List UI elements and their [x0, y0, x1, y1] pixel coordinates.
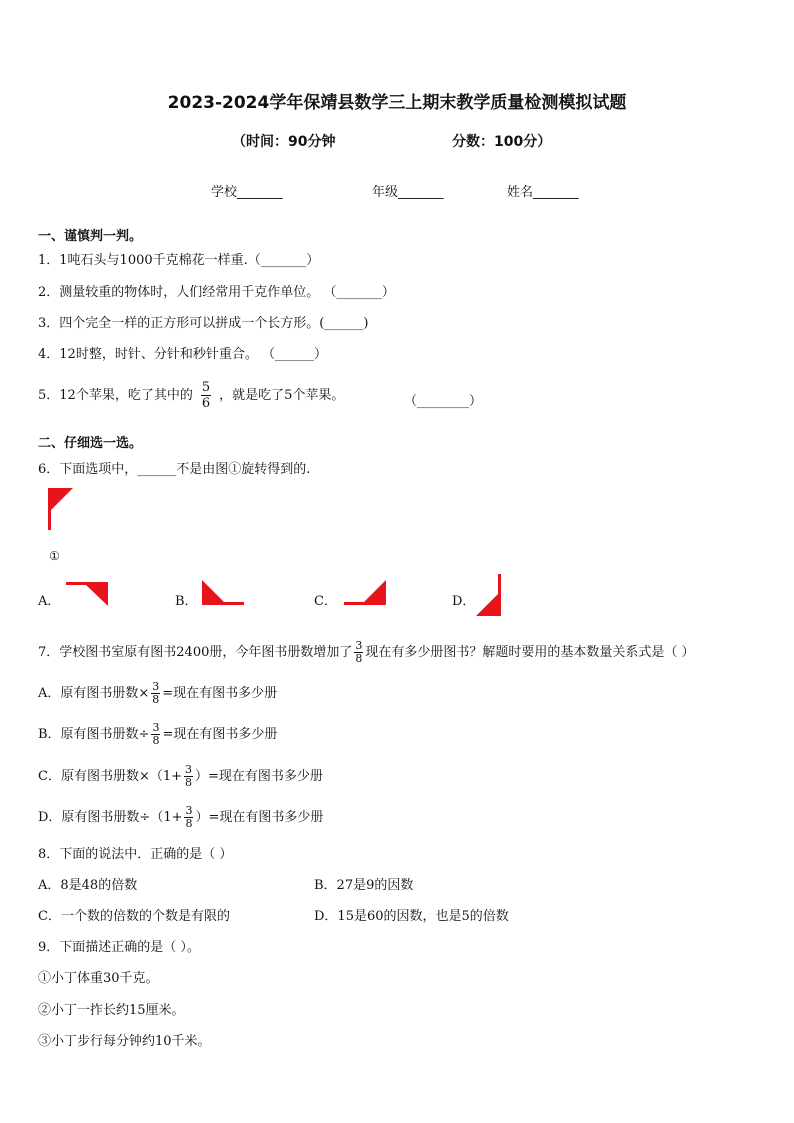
figure-1-flag: [44, 486, 76, 532]
option-7c-pre: C．原有图书册数×（1+: [38, 769, 183, 784]
option-8d: D．15是60的因数，也是5的倍数: [314, 909, 509, 924]
option-7a-post: =现在有图书多少册: [162, 686, 278, 701]
question-7: [38, 640, 695, 665]
question-8: 8．下面的说法中．正确的是（ ）: [38, 847, 233, 862]
exam-score: 分数：100分）: [452, 134, 552, 150]
option-7d: [38, 805, 323, 830]
question-7-pre: 7．学校图书室原有图书2400册，今年图书册数增加了: [38, 645, 353, 660]
option-6b-shape: [200, 578, 248, 608]
question-5-post: ，就是吃了5个苹果。: [219, 388, 345, 403]
fraction-denominator: 6: [201, 396, 211, 411]
question-6: 6．下面选项中，______不是由图①旋转得到的.: [38, 462, 311, 477]
grade-field: 年级_______: [372, 185, 444, 200]
option-6a-label: A．: [38, 594, 61, 609]
fraction-numerator: 3: [185, 804, 193, 817]
question-9: 9．下面描述正确的是（ ）。: [38, 940, 200, 955]
option-6c-label: C．: [314, 594, 337, 609]
fraction-denominator: 8: [185, 817, 193, 830]
option-7a: [38, 681, 277, 706]
fraction-numerator: 3: [152, 680, 160, 693]
option-7b-pre: B．原有图书册数÷: [38, 727, 150, 742]
fraction-denominator: 8: [355, 652, 363, 665]
fraction-numerator: 3: [152, 721, 160, 734]
option-8c: C．一个数的倍数的个数是有限的: [38, 909, 230, 924]
page-title: 2023-2024学年保靖县数学三上期末教学质量检测模拟试题: [167, 93, 627, 113]
fraction-3-8: [151, 722, 160, 747]
question-3: 3．四个完全一样的正方形可以拼成一个长方形。(______): [38, 316, 369, 331]
option-7c-post: ）=现在有图书多少册: [195, 769, 323, 784]
fraction-denominator: 8: [152, 693, 160, 706]
question-1: 1．1吨石头与1000千克棉花一样重.（_______）: [38, 253, 320, 268]
fraction-3-8: [184, 805, 193, 830]
option-7b: [38, 722, 277, 747]
option-7a-pre: A．原有图书册数×: [38, 686, 150, 701]
fraction-3-8: [354, 640, 363, 665]
section1-title: 一、谨慎判一判。: [38, 229, 143, 244]
option-6b-label: B．: [175, 594, 198, 609]
fraction-numerator: 3: [185, 763, 193, 776]
fraction-denominator: 8: [185, 776, 193, 789]
option-7c: [38, 764, 323, 789]
question-4: 4．12时整，时针、分针和秒针重合。 （______）: [38, 347, 327, 362]
figure-1-label: ①: [49, 549, 60, 563]
fraction-3-8: [184, 764, 193, 789]
fraction-5-6: [201, 380, 211, 411]
school-field: 学校_______: [211, 185, 283, 200]
option-6d-shape: [474, 572, 506, 618]
fraction-denominator: 8: [152, 734, 160, 747]
question-7-post: 现在有多少册图书？解题时要用的基本数量关系式是（ ）: [365, 645, 695, 660]
fraction-numerator: 5: [201, 380, 211, 395]
option-9-1: ①小丁体重30千克。: [38, 971, 159, 986]
option-6d-label: D．: [452, 594, 476, 609]
option-7b-post: =现在有图书多少册: [162, 727, 278, 742]
option-9-3: ③小丁步行每分钟约10千米。: [38, 1034, 211, 1049]
question-5-pre: 5．12个苹果，吃了其中的: [38, 388, 193, 403]
option-8b: B．27是9的因数: [314, 878, 414, 893]
question-5: [38, 380, 344, 411]
question-5-blank: （________）: [404, 394, 483, 409]
option-8a: A．8是48的倍数: [38, 878, 138, 893]
fraction-numerator: 3: [355, 639, 363, 652]
option-9-2: ②小丁一拃长约15厘米。: [38, 1003, 185, 1018]
question-2: 2．测量较重的物体时，人们经常用千克作单位。 （_______）: [38, 285, 395, 300]
option-6a-shape: [64, 580, 112, 608]
fraction-3-8: [151, 681, 160, 706]
option-7d-pre: D．原有图书册数÷（1+: [38, 810, 183, 825]
name-field: 姓名_______: [507, 185, 579, 200]
exam-time: （时间：90分钟: [232, 134, 336, 150]
option-7d-post: ）=现在有图书多少册: [195, 810, 324, 825]
section2-title: 二、仔细选一选。: [38, 436, 143, 451]
option-6c-shape: [342, 578, 390, 608]
